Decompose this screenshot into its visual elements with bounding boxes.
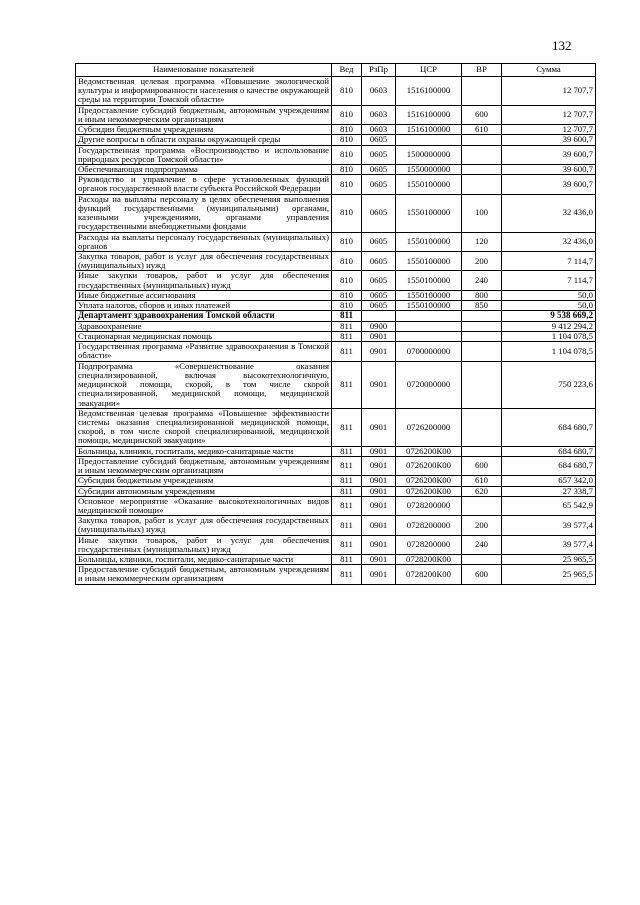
- cell-csr: [396, 332, 462, 342]
- table-row: [76, 446, 596, 456]
- cell-name: Здравоохранение: [76, 321, 332, 331]
- table-row: [76, 301, 596, 311]
- cell-vr: [462, 496, 502, 515]
- cell-name: Больницы, клиники, госпитали, медико-санитарные части: [76, 446, 332, 456]
- cell-name: Предоставление субсидий бюджетным, автономным учреждениям и иным некоммерческим организациям: [76, 565, 332, 584]
- cell-ved: 810: [332, 290, 362, 300]
- table-row: [76, 125, 596, 135]
- cell-name: Закупка товаров, работ и услуг для обеспечения государственных (муниципальных) нужд: [76, 251, 332, 270]
- table-row: [76, 361, 596, 408]
- cell-sum: 1 104 078,5: [502, 342, 596, 361]
- table-row: [76, 486, 596, 496]
- cell-csr: 1516100000: [396, 105, 462, 124]
- cell-sum: 39 600,7: [502, 145, 596, 164]
- cell-ved: 810: [332, 125, 362, 135]
- cell-vr: 600: [462, 565, 502, 584]
- cell-name: Подпрограмма «Совершенствование оказания специализированной, включая высокотехнологичную, медицинской помощи, скорой, в том числе скорой специализированной, медицинской помощи, медицинской эвакуации»: [76, 361, 332, 408]
- cell-ved: 811: [332, 332, 362, 342]
- cell-ved: 811: [332, 446, 362, 456]
- cell-csr: 0726200000: [396, 408, 462, 446]
- cell-csr: [396, 321, 462, 331]
- table-row: [76, 565, 596, 584]
- table-row: [76, 145, 596, 164]
- cell-sum: 25 965,5: [502, 555, 596, 565]
- cell-rzpr: 0605: [362, 251, 396, 270]
- cell-csr: 1516100000: [396, 125, 462, 135]
- cell-ved: 811: [332, 408, 362, 446]
- cell-rzpr: 0605: [362, 271, 396, 290]
- cell-vr: 600: [462, 105, 502, 124]
- cell-sum: 39 577,4: [502, 516, 596, 535]
- cell-vr: [462, 77, 502, 106]
- cell-name: Другие вопросы в области охраны окружающей среды: [76, 135, 332, 145]
- cell-name: Обеспечивающая подпрограмма: [76, 164, 332, 174]
- cell-ved: 810: [332, 175, 362, 194]
- cell-csr: 1550100000: [396, 232, 462, 251]
- cell-name: Государственная программа «Воспроизводство и использование природных ресурсов Томской области»: [76, 145, 332, 164]
- cell-csr: 1550100000: [396, 301, 462, 311]
- table-header-row: [76, 64, 596, 77]
- cell-rzpr: 0901: [362, 408, 396, 446]
- table-row: [76, 342, 596, 361]
- cell-name: Иные бюджетные ассигнования: [76, 290, 332, 300]
- cell-ved: 810: [332, 251, 362, 270]
- cell-csr: 1550100000: [396, 271, 462, 290]
- column-header-rzpr: РзПр: [362, 64, 396, 77]
- cell-ved: 811: [332, 321, 362, 331]
- cell-ved: 811: [332, 555, 362, 565]
- cell-csr: 1550100000: [396, 290, 462, 300]
- cell-sum: 25 965,5: [502, 565, 596, 584]
- cell-csr: [396, 135, 462, 145]
- cell-rzpr: 0605: [362, 145, 396, 164]
- cell-sum: 7 114,7: [502, 251, 596, 270]
- page-number: 132: [552, 38, 572, 53]
- cell-vr: 200: [462, 251, 502, 270]
- cell-sum: 50,0: [502, 290, 596, 300]
- cell-vr: [462, 408, 502, 446]
- cell-vr: [462, 446, 502, 456]
- cell-rzpr: 0901: [362, 486, 396, 496]
- cell-csr: 0728200000: [396, 516, 462, 535]
- cell-vr: [462, 145, 502, 164]
- cell-name: Предоставление субсидий бюджетным, автономным учреждениям и иным некоммерческим организациям: [76, 105, 332, 124]
- cell-rzpr: 0901: [362, 555, 396, 565]
- cell-sum: 750 223,6: [502, 361, 596, 408]
- cell-ved: 811: [332, 342, 362, 361]
- cell-name: Закупка товаров, работ и услуг для обеспечения государственных (муниципальных) нужд: [76, 516, 332, 535]
- cell-sum: 39 600,7: [502, 175, 596, 194]
- cell-rzpr: 0901: [362, 342, 396, 361]
- cell-name: Уплата налогов, сборов и иных платежей: [76, 301, 332, 311]
- cell-vr: 240: [462, 535, 502, 554]
- cell-rzpr: 0901: [362, 516, 396, 535]
- table-row: [76, 516, 596, 535]
- cell-sum: 39 600,7: [502, 164, 596, 174]
- cell-sum: 9 412 294,2: [502, 321, 596, 331]
- table-row: [76, 164, 596, 174]
- cell-sum: 684 680,7: [502, 446, 596, 456]
- cell-csr: 1500000000: [396, 145, 462, 164]
- cell-vr: [462, 135, 502, 145]
- cell-vr: [462, 555, 502, 565]
- cell-csr: 0728200000: [396, 496, 462, 515]
- table-row: [76, 77, 596, 106]
- cell-rzpr: 0605: [362, 232, 396, 251]
- cell-csr: 0726200К00: [396, 486, 462, 496]
- cell-rzpr: 0901: [362, 565, 396, 584]
- cell-rzpr: 0901: [362, 535, 396, 554]
- cell-sum: 12 707,7: [502, 77, 596, 106]
- cell-ved: 810: [332, 164, 362, 174]
- cell-vr: 120: [462, 232, 502, 251]
- cell-csr: 0726200К00: [396, 476, 462, 486]
- cell-sum: 12 707,7: [502, 105, 596, 124]
- cell-ved: 811: [332, 516, 362, 535]
- table-row: [76, 175, 596, 194]
- cell-ved: 811: [332, 535, 362, 554]
- table-row: [76, 290, 596, 300]
- cell-vr: [462, 361, 502, 408]
- cell-csr: 1550100000: [396, 194, 462, 232]
- cell-vr: 610: [462, 125, 502, 135]
- cell-name: Ведомственная целевая программа «Повышение эффективности системы оказания специализированной медицинской помощи, скорой, в том числе скорой специализированной, медицинской помощи, медицинской эвакуации»: [76, 408, 332, 446]
- table-row: [76, 105, 596, 124]
- cell-ved: 810: [332, 145, 362, 164]
- cell-csr: 1516100000: [396, 77, 462, 106]
- cell-name: Стационарная медицинская помощь: [76, 332, 332, 342]
- cell-vr: 600: [462, 456, 502, 475]
- cell-vr: [462, 175, 502, 194]
- cell-name: Расходы на выплаты персоналу в целях обеспечения выполнения функций государственными (муниципальными) органами, казенными учреждениями, органами управления государственными внебюджетными фондами: [76, 194, 332, 232]
- cell-vr: 850: [462, 301, 502, 311]
- cell-sum: 32 436,0: [502, 194, 596, 232]
- cell-vr: [462, 332, 502, 342]
- cell-name: Государственная программа «Развитие здравоохранения в Томской области»: [76, 342, 332, 361]
- cell-ved: 810: [332, 301, 362, 311]
- cell-name: Основное мероприятие «Оказание высокотехнологичных видов медицинской помощи»: [76, 496, 332, 515]
- cell-vr: 610: [462, 476, 502, 486]
- table-row: [76, 535, 596, 554]
- cell-sum: 12 707,7: [502, 125, 596, 135]
- cell-rzpr: 0603: [362, 105, 396, 124]
- cell-ved: 811: [332, 476, 362, 486]
- column-header-ved: Вед: [332, 64, 362, 77]
- cell-rzpr: 0605: [362, 301, 396, 311]
- column-header-csr: ЦСР: [396, 64, 462, 77]
- cell-ved: 811: [332, 486, 362, 496]
- cell-ved: 810: [332, 105, 362, 124]
- cell-rzpr: 0605: [362, 194, 396, 232]
- cell-name: Субсидии бюджетным учреждениям: [76, 476, 332, 486]
- cell-rzpr: 0901: [362, 361, 396, 408]
- cell-rzpr: 0901: [362, 476, 396, 486]
- cell-sum: 65 542,9: [502, 496, 596, 515]
- cell-vr: [462, 311, 502, 322]
- cell-csr: 0728200000: [396, 535, 462, 554]
- cell-ved: 811: [332, 311, 362, 322]
- table-row: [76, 232, 596, 251]
- cell-rzpr: 0901: [362, 456, 396, 475]
- cell-vr: 100: [462, 194, 502, 232]
- cell-vr: [462, 164, 502, 174]
- cell-name: Руководство и управление в сфере установленных функций органов государственной власти субъекта Российской Федерации: [76, 175, 332, 194]
- cell-rzpr: 0901: [362, 446, 396, 456]
- cell-ved: 810: [332, 77, 362, 106]
- cell-ved: 811: [332, 456, 362, 475]
- table-body: [76, 77, 596, 585]
- cell-vr: 800: [462, 290, 502, 300]
- cell-ved: 811: [332, 565, 362, 584]
- table-row: [76, 311, 596, 322]
- cell-ved: 810: [332, 135, 362, 145]
- column-header-name: Наименование показателей: [76, 64, 332, 77]
- cell-csr: 1550100000: [396, 251, 462, 270]
- cell-csr: 0720000000: [396, 361, 462, 408]
- cell-sum: 657 342,0: [502, 476, 596, 486]
- cell-ved: 811: [332, 496, 362, 515]
- cell-sum: 684 680,7: [502, 456, 596, 475]
- cell-name: Департамент здравоохранения Томской области: [76, 311, 332, 322]
- cell-vr: 200: [462, 516, 502, 535]
- cell-vr: [462, 342, 502, 361]
- cell-vr: 240: [462, 271, 502, 290]
- cell-sum: 39 577,4: [502, 535, 596, 554]
- cell-sum: 7 114,7: [502, 271, 596, 290]
- cell-rzpr: 0603: [362, 77, 396, 106]
- cell-sum: 27 338,7: [502, 486, 596, 496]
- cell-name: Расходы на выплаты персоналу государственных (муниципальных) органов: [76, 232, 332, 251]
- table-row: [76, 496, 596, 515]
- cell-csr: 0728200К00: [396, 565, 462, 584]
- cell-rzpr: 0605: [362, 164, 396, 174]
- table-row: [76, 251, 596, 270]
- cell-name: Субсидии бюджетным учреждениям: [76, 125, 332, 135]
- cell-sum: 50,0: [502, 301, 596, 311]
- cell-ved: 810: [332, 194, 362, 232]
- cell-rzpr: 0603: [362, 125, 396, 135]
- table-row: [76, 456, 596, 475]
- cell-csr: 0726200К00: [396, 446, 462, 456]
- cell-csr: 0700000000: [396, 342, 462, 361]
- budget-table: [75, 63, 596, 585]
- table-row: [76, 408, 596, 446]
- cell-name: Субсидии автономным учреждениям: [76, 486, 332, 496]
- table-row: [76, 135, 596, 145]
- cell-rzpr: 0900: [362, 321, 396, 331]
- cell-rzpr: 0901: [362, 496, 396, 515]
- cell-sum: 1 104 078,5: [502, 332, 596, 342]
- cell-name: Иные закупки товаров, работ и услуг для обеспечения государственных (муниципальных) нужд: [76, 271, 332, 290]
- cell-rzpr: 0605: [362, 175, 396, 194]
- cell-csr: [396, 311, 462, 322]
- cell-rzpr: 0605: [362, 290, 396, 300]
- table-row: [76, 476, 596, 486]
- table-row: [76, 194, 596, 232]
- cell-sum: 32 436,0: [502, 232, 596, 251]
- cell-csr: 0728200К00: [396, 555, 462, 565]
- cell-csr: 1550000000: [396, 164, 462, 174]
- cell-name: Больницы, клиники, госпитали, медико-санитарные части: [76, 555, 332, 565]
- cell-vr: 620: [462, 486, 502, 496]
- cell-sum: 684 680,7: [502, 408, 596, 446]
- cell-rzpr: 0605: [362, 135, 396, 145]
- cell-csr: 1550100000: [396, 175, 462, 194]
- cell-rzpr: 0901: [362, 332, 396, 342]
- cell-sum: 39 600,7: [502, 135, 596, 145]
- cell-sum: 9 538 669,2: [502, 311, 596, 322]
- cell-rzpr: [362, 311, 396, 322]
- table-row: [76, 271, 596, 290]
- column-header-sum: Сумма: [502, 64, 596, 77]
- cell-name: Ведомственная целевая программа «Повышение экологической культуры и информированности населения о качестве окружающей среды на территории Томской области»: [76, 77, 332, 106]
- cell-ved: 810: [332, 271, 362, 290]
- cell-name: Иные закупки товаров, работ и услуг для обеспечения государственных (муниципальных) нужд: [76, 535, 332, 554]
- cell-vr: [462, 321, 502, 331]
- table-row: [76, 321, 596, 331]
- cell-csr: 0726200К00: [396, 456, 462, 475]
- table-row: [76, 555, 596, 565]
- cell-ved: 811: [332, 361, 362, 408]
- cell-ved: 810: [332, 232, 362, 251]
- column-header-vr: ВР: [462, 64, 502, 77]
- table-row: [76, 332, 596, 342]
- cell-name: Предоставление субсидий бюджетным, автономным учреждениям и иным некоммерческим организациям: [76, 456, 332, 475]
